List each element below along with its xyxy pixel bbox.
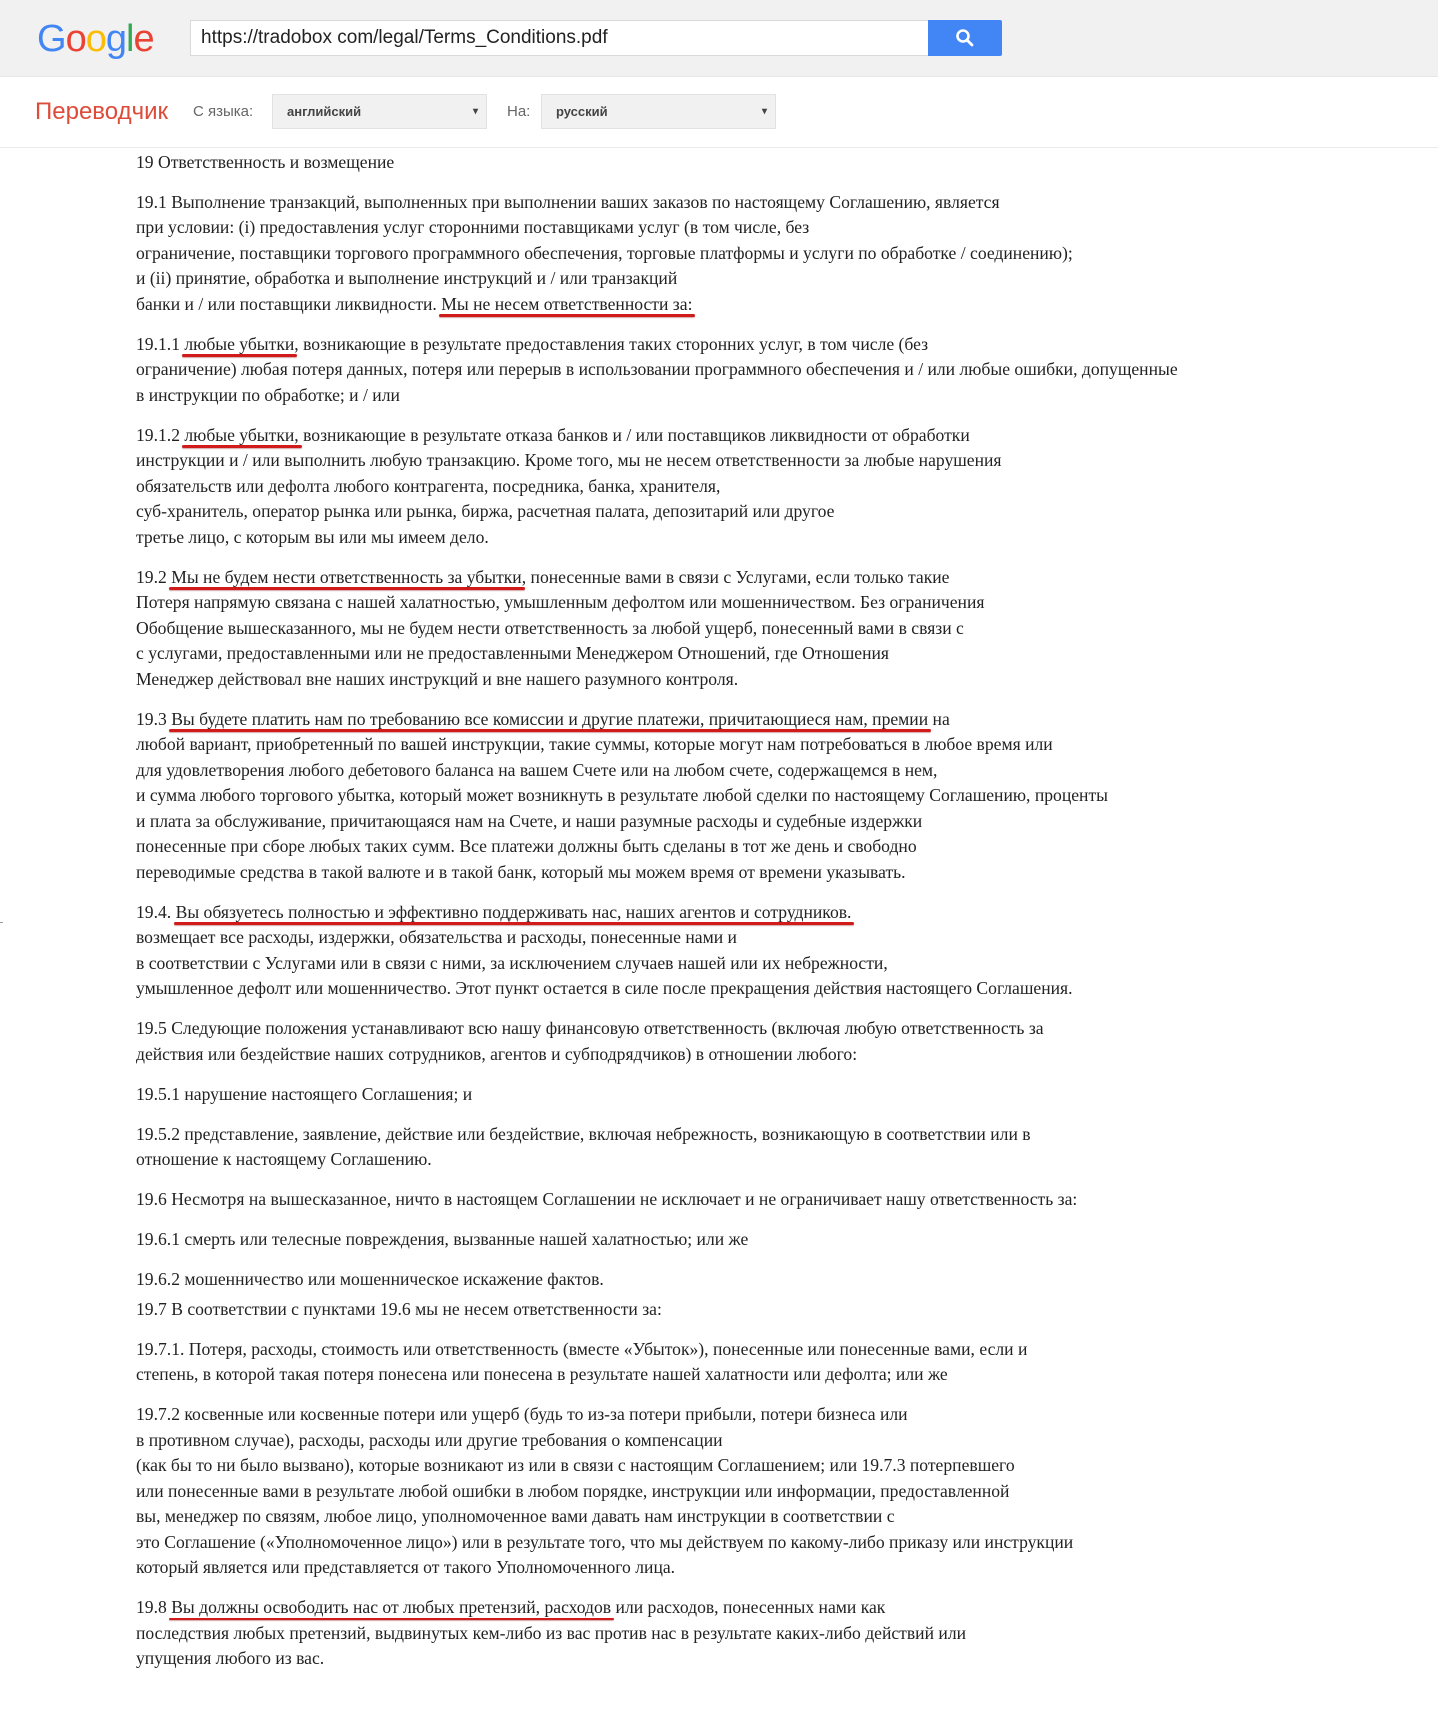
text-line [136,925,1426,951]
text-segment: суб-хранитель, оператор рынка или рынка, биржа, расчетная палата, депозитарий или другое [136,501,835,521]
text-segment: 19.1 Выполнение транзакций, выполненных при выполнении ваших заказов по настоящему Соглашению, является [136,191,1000,212]
text-line [136,190,1426,216]
text-line [136,1479,1426,1505]
text-line [136,976,1426,1002]
text-segment: 19.4. [136,901,176,922]
text-segment: возникающие в результате отказа банков и / или поставщиков ликвидности от обработки [298,424,970,445]
text-segment: или понесенные вами в результате любой ошибки в любом порядке, инструкции или информации, предоставленной [136,1480,1010,1501]
search-icon [955,28,975,48]
text-line [136,1595,1426,1621]
text-line [136,1428,1426,1454]
text-segment: банки и / или поставщики ликвидности. [136,293,442,314]
text-line [136,241,1426,267]
text-segment: вы, менеджер по связям, любое лицо, уполномоченное вами давать нам инструкции в соответствии с [136,1506,895,1526]
text-segment: умышленное дефолт или мошенничество. Этот пункт остается в силе после прекращения действия настоящего Соглашения. [136,978,1073,998]
to-language-label: На: [507,103,531,120]
text-segment: отношение к настоящему Соглашению. [136,1149,432,1169]
text-segment: третье лицо, с которым вы или мы имеем дело. [136,526,489,547]
text-segment: 19.7 В соответствии с пунктами 19.6 мы не несем ответственности за: [136,1298,662,1319]
text-segment: 19.8 [136,1597,172,1617]
text-line [136,1227,1426,1253]
text-segment: , возникающие в результате предоставления таких сторонних услуг, в том числе (без [294,333,929,354]
highlighted-phrase: Мы не будем нести ответственность за убытки [171,566,522,587]
text-line [136,1402,1426,1428]
document-paragraph [136,332,1426,409]
document-paragraph [136,1082,1426,1108]
document-paragraph [136,707,1426,886]
text-segment: Менеджер действовал вне наших инструкций и вне нашего разумного контроля. [136,668,739,689]
text-segment: 19.6.2 мошенничество или мошенническое искажение фактов. [136,1269,604,1289]
text-segment: (как бы то ни было вызвано), которые возникают из или в связи с настоящим Соглашением; или 19.7.3 потерпевшего [136,1455,1015,1475]
text-line [136,499,1426,525]
text-segment: 19.1.2 [136,424,185,445]
translated-document [136,150,1426,1686]
text-line [136,1504,1426,1530]
text-line [136,900,1426,926]
translator-title[interactable]: Переводчик [35,98,169,125]
text-segment: 19.3 [136,708,172,729]
text-line [136,1453,1426,1479]
text-segment: упущения любого из вас. [136,1648,325,1668]
from-language-value: английский [287,104,362,119]
text-line [136,1337,1426,1363]
text-line [136,783,1426,809]
text-segment: 19.6 Несмотря на вышесказанное, ничто в настоящем Соглашении не исключает и не ограничивает нашу ответственность за: [136,1189,1078,1209]
document-paragraph [136,423,1426,551]
text-line [136,1621,1426,1647]
document-paragraph [136,1337,1426,1388]
highlighted-phrase: Мы не несем ответственности за: [441,293,693,314]
text-line [136,834,1426,860]
text-line [136,357,1426,383]
text-segment: 19.5.2 представление, заявление, действие или бездействие, включая небрежность, возникающую в соответствии или в [136,1123,1031,1144]
text-segment: возмещает все расходы, издержки, обязательства и расходы, понесенные нами и [136,927,737,947]
text-line [136,1187,1426,1213]
text-line [136,707,1426,733]
text-line [136,809,1426,835]
text-line [136,1297,1426,1323]
text-line [136,525,1426,551]
text-segment: для удовлетворения любого дебетового баланса на вашем Счете или на любом счете, содержащемся в нем, [136,759,938,780]
text-line [136,860,1426,886]
text-line [136,266,1426,292]
text-segment: 19.7.1. Потеря, расходы, стоимость или ответственность (вместе «Убыток»), понесенные или понесенные вами, если и [136,1338,1028,1359]
text-segment: в противном случае), расходы, расходы или другие требования о компенсации [136,1429,723,1450]
text-line [136,641,1426,667]
text-segment: это Соглашение («Уполномоченное лицо») или в результате того, что мы действуем по какому-либо приказу или инструкции [136,1531,1074,1552]
document-paragraph [136,1267,1426,1293]
document-paragraph [136,1016,1426,1067]
text-segment: при условии: (i) предоставления услуг сторонними поставщиками услуг (в том числе, без [136,217,810,237]
text-line [136,332,1426,358]
text-segment: с услугами, предоставленными или не предоставленными Менеджером Отношений, где Отношения [136,643,889,663]
text-line [136,590,1426,616]
translator-language-bar [0,77,1438,148]
page-edge-mark [0,922,3,923]
document-paragraph [136,900,1426,1002]
text-line [136,1147,1426,1173]
text-segment: на [928,708,950,729]
document-paragraph [136,1187,1426,1213]
to-language-select[interactable] [541,94,776,129]
document-paragraph [136,1297,1426,1323]
document-paragraph [136,565,1426,693]
text-line [136,1555,1426,1581]
text-segment: последствия любых претензий, выдвинутых кем-либо из вас против нас в результате каких-либо действий или [136,1622,967,1643]
text-line [136,616,1426,642]
text-segment: 19.6.1 смерть или телесные повреждения, вызванные нашей халатностью; или же [136,1229,749,1249]
text-line [136,667,1426,693]
url-input[interactable] [190,20,948,56]
text-segment: любой вариант, приобретенный по вашей инструкции, такие суммы, которые могут нам потребоваться в любое время или [136,734,1053,754]
highlighted-phrase: любые убытки, [184,424,299,445]
document-paragraph [136,1227,1426,1253]
text-line [136,474,1426,500]
logo-letter: g [105,18,126,60]
text-segment: 19.1.1 [136,333,185,354]
text-line [136,1042,1426,1068]
document-paragraph [136,1402,1426,1581]
text-segment: 19.5.1 нарушение настоящего Соглашения; и [136,1083,473,1104]
text-segment: 19.7.2 косвенные или косвенные потери или ущерб (будь то из-за потери прибыли, потери бизнеса или [136,1404,908,1424]
text-segment: Потеря напрямую связана с нашей халатностью, умышленным дефолтом или мошенничеством. Без ограничения [136,592,985,612]
text-line [136,951,1426,977]
text-line [136,1016,1426,1042]
dropdown-arrow-icon: ▾ [761,106,767,117]
text-line [136,1267,1426,1293]
text-line [136,448,1426,474]
logo-letter: o [65,18,86,60]
logo-letter: o [85,18,106,60]
url-search-form [190,20,1002,56]
text-segment: и (ii) принятие, обработка и выполнение инструкций и / или транзакций [136,268,678,288]
text-segment: действия или бездействие наших сотрудников, агентов и субподрядчиков) в отношении любого: [136,1043,858,1064]
text-segment: степень, в которой такая потеря понесена или понесена в результате нашей халатности или дефолта; или же [136,1364,948,1384]
text-line [136,1362,1426,1388]
text-line [136,1082,1426,1108]
text-line [136,1530,1426,1556]
text-segment: в соответствии с Услугами или в связи с ними, за исключением случаев нашей или их небрежности, [136,952,888,973]
google-logo[interactable] [37,16,154,62]
text-segment: в инструкции по обработке; и / или [136,384,400,405]
text-segment: переводимые средства в такой валюте и в такой банк, который мы можем время от времени указывать. [136,861,906,882]
text-segment: или расходов, понесенных нами как [611,1597,886,1617]
highlighted-phrase: любые убытки [184,333,295,354]
text-line [136,423,1426,449]
text-segment: ограничение) любая потеря данных, потеря или перерыв в использовании программного обеспечения и / или любые ошибки, допущенные [136,359,1178,379]
text-segment: который является или представляется от такого Уполномоченного лица. [136,1557,676,1577]
text-segment: , понесенные вами в связи с Услугами, если только такие [521,566,950,587]
section-heading: 19 Ответственность и возмещение [136,152,395,172]
text-line [136,292,1426,318]
dropdown-arrow-icon: ▾ [472,106,478,117]
from-language-label: С языка: [193,103,254,120]
text-segment: и сумма любого торгового убытка, который может возникнуть в результате любой сделки по настоящему Соглашению, проценты [136,785,1108,805]
text-segment: 19.5 Следующие положения устанавливают всю нашу финансовую ответственность (включая любую ответственность за [136,1018,1044,1038]
from-language-select[interactable] [272,94,487,129]
document-paragraph [136,190,1426,318]
text-line [136,758,1426,784]
text-line [136,1122,1426,1148]
to-language-value: русский [556,104,608,119]
text-segment: инструкции и / или выполнить любую транзакцию. Кроме того, мы не несем ответственности за любые нарушения [136,450,1002,470]
text-segment: 19.2 [136,566,172,587]
text-segment: ограничение, поставщики торгового программного обеспечения, торговые платформы и услуги по обработке / соединению); [136,242,1073,263]
text-line [136,565,1426,591]
text-segment: Обобщение вышесказанного, мы не будем нести ответственность за любой ущерб, понесенный вами в связи с [136,617,964,638]
document-paragraph [136,1595,1426,1672]
document-paragraph [136,1122,1426,1173]
text-segment: и плата за обслуживание, причитающаяся нам на Счете, и наши разумные расходы и судебные издержки [136,810,923,831]
highlighted-phrase: Вы должны освободить нас от любых претензий, расходов [171,1597,612,1617]
text-line [136,215,1426,241]
highlighted-phrase: Вы обязуетесь полностью и эффективно поддерживать нас, наших агентов и сотрудников. [175,901,852,922]
logo-letter: l [125,18,134,60]
text-segment: понесенные при сборе любых таких сумм. Все платежи должны быть сделаны в тот же день и свободно [136,836,917,856]
text-line [136,383,1426,409]
logo-letter: G [37,18,66,60]
logo-letter: e [133,18,154,60]
search-button[interactable] [928,20,1002,56]
google-header-bar [0,0,1438,77]
text-segment: обязательств или дефолта любого контрагента, посредника, банка, хранителя, [136,475,721,496]
text-line [136,732,1426,758]
text-line [136,1646,1426,1672]
highlighted-phrase: Вы будете платить нам по требованию все комиссии и другие платежи, причитающиеся нам, премии [171,708,929,729]
